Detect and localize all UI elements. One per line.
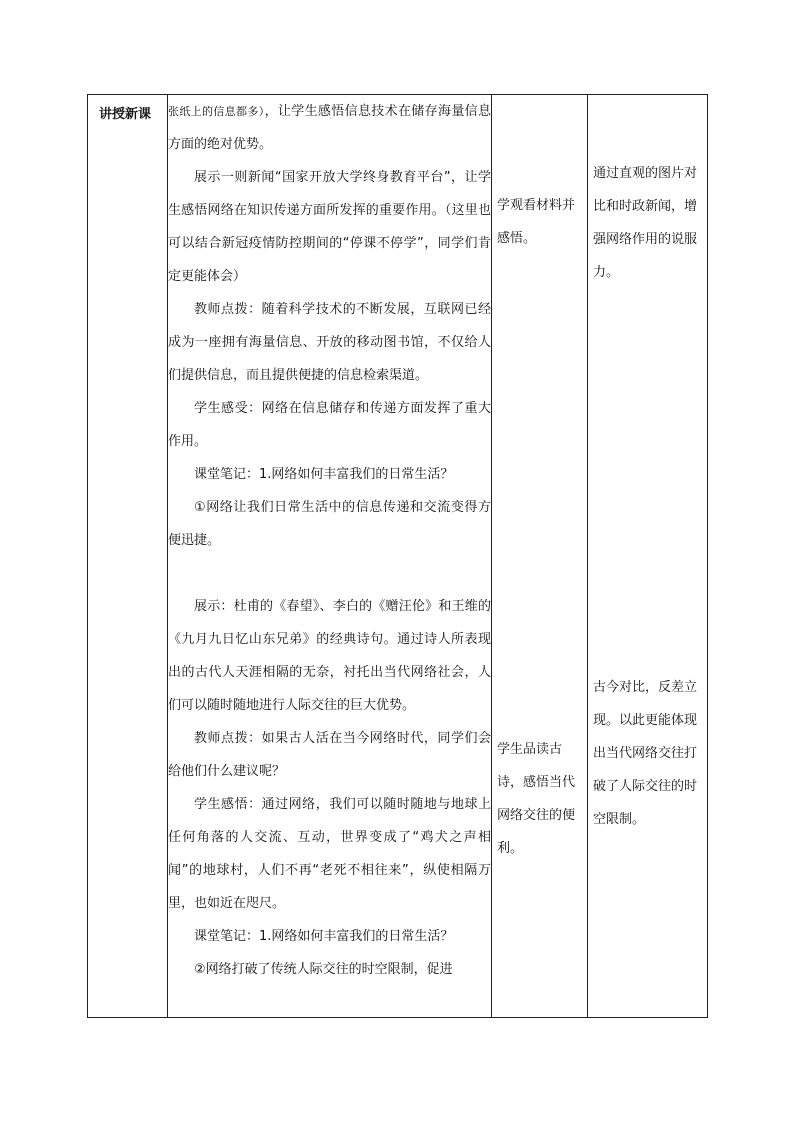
- teaching-content-cell: [168, 95, 492, 1018]
- stage-label: 讲授新课: [99, 107, 152, 122]
- design-intent-cell: [588, 95, 708, 1018]
- paragraph-gap: [168, 557, 491, 590]
- student-activity-2: 学生品读古诗，感悟当代网络交往的便利。: [497, 742, 576, 856]
- table-row: [88, 95, 708, 1018]
- content-paragraph-1-small: 张纸上的信息都多）: [168, 105, 265, 118]
- content-paragraph-11: ②网络打破了传统人际交往的时空限制，促进: [194, 962, 453, 977]
- content-paragraph-1: [168, 95, 491, 161]
- student-activity-1: 学观看材料并感悟。: [497, 198, 576, 246]
- content-paragraph-4: 学生感受：网络在信息储存和传递方面发挥了重大作用。: [168, 401, 491, 449]
- content-paragraph-10: 课堂笔记：1.网络如何丰富我们的日常生活？: [194, 929, 454, 944]
- student-activity-cell: [492, 95, 588, 1018]
- content-paragraph-6: ①网络让我们日常生活中的信息传递和交流变得方便迅捷。: [168, 500, 491, 548]
- stage-cell: [88, 95, 168, 1018]
- content-paragraph-7: 展示：杜甫的《春望》、李白的《赠汪伦》和王维的《九月九日忆山东兄弟》的经典诗句。通过诗人所表现出的古代人天涯相隔的无奈，衬托出当代网络社会，人们可以随时随地进行人际交往的巨大优势。: [168, 599, 491, 713]
- lesson-plan-table: [87, 94, 708, 1018]
- content-paragraph-9: 学生感悟：通过网络，我们可以随时随地与地球上任何角落的人交流、互动，世界变成了“鸡犬之声相闻”的地球村，人们不再“老死不相往来”，纵使相隔万里，也如近在咫尺。: [168, 797, 491, 911]
- design-intent-2: 古今对比，反差立现。以此更能体现出当代网络交往打破了人际交往的时空限制。: [593, 680, 698, 827]
- content-paragraph-1-rest: ，让学生感悟信息技术在储存海量信息方面的绝对优势。: [168, 104, 491, 152]
- content-paragraph-3: 教师点拨：随着科学技术的不断发展，互联网已经成为一座拥有海量信息、开放的移动图书馆，不仅给人们提供信息，而且提供便捷的信息检索渠道。: [168, 302, 491, 383]
- content-paragraph-2: 展示一则新闻“国家开放大学终身教育平台”，让学生感悟网络在知识传递方面所发挥的重要作用。（这里也可以结合新冠疫情防控期间的“停课不停学”，同学们肯定更能体会）: [168, 170, 491, 284]
- design-intent-1: 通过直观的图片对比和时政新闻，增强网络作用的说服力。: [593, 166, 698, 280]
- content-paragraph-8: 教师点拨：如果古人活在当今网络时代，同学们会给他们什么建议呢？: [168, 731, 491, 779]
- content-paragraph-5: 课堂笔记：1.网络如何丰富我们的日常生活？: [194, 467, 454, 482]
